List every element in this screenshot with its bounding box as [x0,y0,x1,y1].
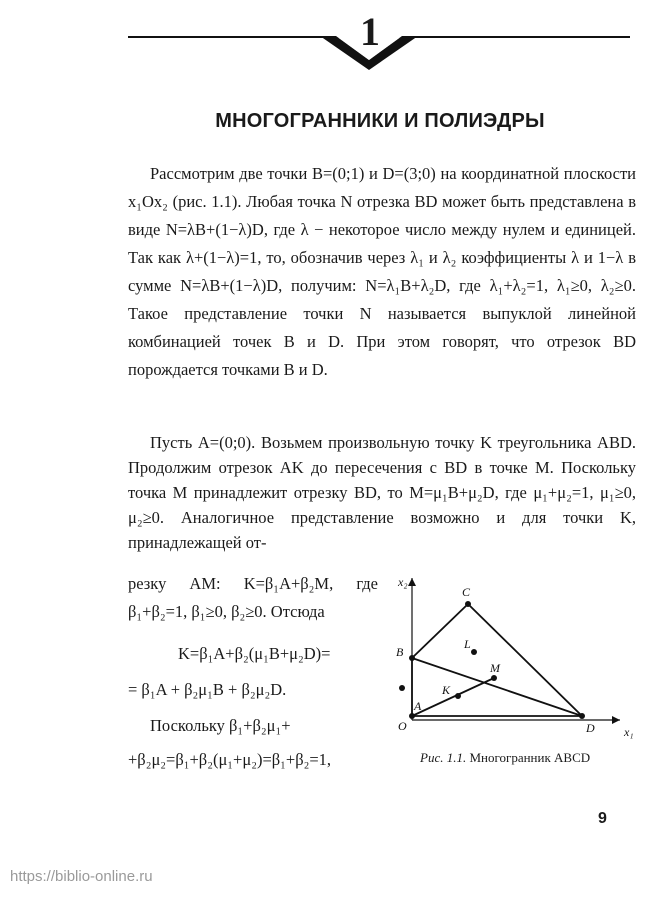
chapter-title: МНОГОГРАННИКИ И ПОЛИЭДРЫ [215,110,545,132]
caption-text: Многогранник ABCD [469,750,591,765]
segment-am [412,678,494,716]
point-k [455,693,461,699]
page-number: 9 [598,810,607,827]
chapter-number: 1 [360,9,380,54]
formula-coefficient-sum: +β₂μ₂=β₁+β₂(μ₁+μ₂)=β₁+β₂=1, [128,750,332,769]
label-a: A [414,699,422,713]
figure-polyhedron-abcd [384,572,640,752]
formula-k-expansion: K=β₁A+β₂(μ₁B+μ₂D)= [178,644,331,663]
label-axis-x1: x₁ [624,725,634,739]
paragraph-4: Поскольку β₁+β₂μ₁+ [150,716,291,735]
label-c: C [462,585,471,599]
label-k: K [442,683,451,697]
formula-k-combination: = β₁A + β₂μ₁B + β₂μ₂D. [128,680,287,699]
point-d [579,713,585,719]
point-o [409,713,415,719]
label-l: L [464,637,471,651]
label-b: B [396,645,404,659]
label-axis-x2: x₂ [398,575,408,589]
figure-caption [420,750,590,766]
source-url[interactable]: https://biblio-online.ru [10,868,153,885]
point-l [471,649,477,655]
paragraph-2: Пусть A=(0;0). Возьмем произвольную точку K треугольника ABD. Продолжим отрезок AK до пересечения с BD в точке M. Поскольку точка M принадлежит отрезку BD, то M=μ₁B+μ₂D, где μ₁+μ₂=1, μ₁≥0, μ₂≥0. Аналогичное представление возможно и для точки K, принадлежащей от- [128,433,636,552]
label-origin: O [398,719,407,733]
paragraph-1: Рассмотрим две точки B=(0;1) и D=(3;0) на координатной плоскости x₁Ox₂ (рис. 1.1). Любая точка N отрезка BD может быть представлена в виде N=λB+(1−λ)D, где λ − некоторое число между нулем и единицей. Так как λ+(1−λ)=1, то, обозначив через λ₁ и λ₂ коэффициенты λ и 1−λ в сумме N=λB+(1−λ)D, получим: N=λ₁B+λ₂D, где λ₁+λ₂=1, λ₁≥0, λ₂≥0. Такое представление точки N называется выпуклой линейной комбинацией точек B и D. При этом говорят, что отрезок BD порождается точками B и D. [128,164,636,379]
point-m [491,675,497,681]
point-stray [399,685,405,691]
point-b [409,655,415,661]
point-c [465,601,471,607]
caption-prefix: Рис. 1.1. [420,750,467,765]
paragraph-3: резку AM: K=β₁A+β₂M, где β₁+β₂=1, β₁≥0, β₂≥0. Отсюда [128,574,378,621]
label-d: D [586,721,595,735]
polygon-abcd [412,604,582,716]
label-m: M [490,661,500,675]
